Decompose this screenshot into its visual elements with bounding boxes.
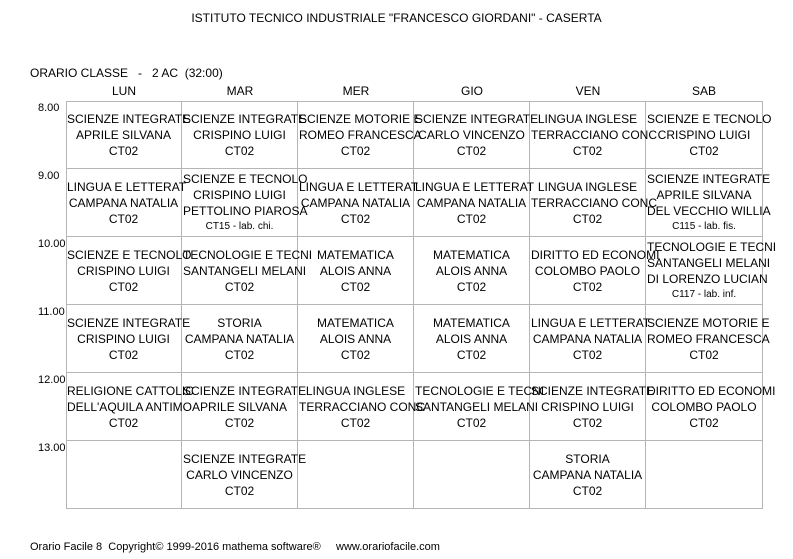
timetable-cell bbox=[646, 305, 770, 373]
cell-subject: LINGUA E LETTERAT bbox=[67, 179, 187, 194]
cell-co-teacher: DI LORENZO LUCIAN bbox=[647, 271, 768, 286]
cell-room: CT02 bbox=[572, 415, 603, 430]
cell-teacher: APRILE SILVANA bbox=[656, 187, 752, 202]
timetable-cell bbox=[182, 237, 313, 305]
school-title: ISTITUTO TECNICO INDUSTRIALE "FRANCESCO GIORDANI" - CASERTA bbox=[191, 11, 602, 25]
cell-room: CT02 bbox=[108, 415, 139, 430]
cell-subject: LINGUA INGLESE bbox=[305, 383, 406, 398]
timetable-cell bbox=[414, 305, 530, 373]
timetable-cell bbox=[66, 373, 194, 441]
cell-room: CT15 - lab. chi. bbox=[205, 220, 274, 232]
cell-subject: MATEMATICA bbox=[433, 247, 510, 262]
cell-teacher: CAMPANA NATALIA bbox=[532, 331, 643, 346]
cell-teacher: CAMPANA NATALIA bbox=[532, 467, 643, 482]
cell-subject: TECNOLOGIE E TECNI bbox=[183, 247, 313, 262]
timetable-cell bbox=[298, 373, 426, 441]
timetable-cell bbox=[182, 441, 307, 509]
timetable-cell bbox=[298, 169, 419, 237]
cell-subject: SCIENZE INTEGRATE bbox=[415, 111, 539, 126]
cell-teacher: CRISPINO LUIGI bbox=[193, 187, 286, 202]
timetable-cell bbox=[646, 237, 777, 305]
cell-teacher: CAMPANA NATALIA bbox=[300, 195, 411, 210]
cell-room: CT02 bbox=[456, 347, 487, 362]
cell-subject: RELIGIONE CATTOLIC bbox=[67, 383, 194, 398]
cell-teacher: TERRACCIANO CONC bbox=[531, 195, 658, 210]
cell-co-teacher: PETTOLINO PIAROSA bbox=[183, 203, 308, 218]
cell-subject: SCIENZE INTEGRATE bbox=[183, 111, 307, 126]
timetable-cell bbox=[646, 169, 771, 237]
cell-room: CT02 bbox=[340, 279, 371, 294]
timetable-cell bbox=[414, 169, 535, 237]
timetable-cell bbox=[414, 441, 530, 509]
cell-teacher: SANTANGELI MELANI bbox=[415, 399, 539, 414]
cell-room: CT02 bbox=[456, 415, 487, 430]
timetable-cell bbox=[66, 305, 191, 373]
day-header-sat: SAB bbox=[691, 84, 716, 98]
timetable-cell bbox=[646, 441, 763, 509]
cell-teacher: CARLO VINCENZO bbox=[186, 467, 293, 482]
cell-subject: SCIENZE INTEGRATE bbox=[183, 451, 307, 466]
cell-subject: MATEMATICA bbox=[317, 247, 394, 262]
cell-subject: SCIENZE INTEGRATE bbox=[67, 111, 191, 126]
cell-room: CT02 bbox=[340, 415, 371, 430]
day-header-fri: VEN bbox=[575, 84, 601, 98]
timetable-cell bbox=[530, 169, 658, 237]
timetable-cell bbox=[298, 101, 422, 169]
cell-subject: STORIA bbox=[217, 315, 262, 330]
timetable-cell bbox=[646, 101, 772, 169]
day-header-thu: GIO bbox=[460, 84, 483, 98]
timetable-cell bbox=[530, 305, 651, 373]
cell-subject: DIRITTO ED ECONOMI bbox=[531, 247, 660, 262]
cell-subject: SCIENZE E TECNOLO bbox=[647, 111, 772, 126]
cell-room: CT02 bbox=[108, 347, 139, 362]
cell-teacher: CRISPINO LUIGI bbox=[657, 127, 751, 142]
cell-room: C117 - lab. inf. bbox=[671, 288, 737, 300]
time-label-8: 8.00 bbox=[38, 102, 60, 114]
timetable-cell bbox=[414, 237, 530, 305]
cell-subject: SCIENZE E TECNOLO bbox=[67, 247, 192, 262]
cell-room: CT02 bbox=[689, 143, 719, 158]
cell-subject: DIRITTO ED ECONOMI bbox=[647, 383, 776, 398]
cell-teacher: CRISPINO LUIGI bbox=[77, 331, 170, 346]
cell-room: CT02 bbox=[340, 211, 371, 226]
cell-teacher: APRILE SILVANA bbox=[76, 127, 171, 142]
cell-room: CT02 bbox=[572, 483, 603, 498]
cell-room: C115 - lab. fis. bbox=[672, 220, 736, 232]
time-label-13: 13.00 bbox=[38, 442, 66, 454]
cell-room: CT02 bbox=[108, 279, 139, 294]
cell-room: CT02 bbox=[572, 279, 603, 294]
timetable-cell bbox=[66, 101, 191, 169]
timetable-cell bbox=[66, 441, 182, 509]
timetable-cell bbox=[646, 373, 776, 441]
class-timetable-label: ORARIO CLASSE - 2 AC (32:00) bbox=[30, 66, 223, 80]
cell-subject: LINGUA INGLESE bbox=[537, 111, 638, 126]
cell-teacher: CARLO VINCENZO bbox=[418, 127, 525, 142]
cell-teacher: ALOIS ANNA bbox=[435, 331, 508, 346]
cell-room: CT02 bbox=[572, 347, 603, 362]
cell-room: CT02 bbox=[108, 211, 139, 226]
time-label-12: 12.00 bbox=[38, 374, 66, 386]
cell-subject: SCIENZE MOTORIE E bbox=[647, 315, 770, 330]
cell-room: CT02 bbox=[340, 347, 371, 362]
cell-teacher: TERRACCIANO CONC bbox=[299, 399, 426, 414]
day-header-wed: MER bbox=[342, 84, 370, 98]
cell-teacher: SANTANGELI MELANI bbox=[183, 263, 307, 278]
timetable-cell bbox=[182, 101, 307, 169]
cell-subject: TECNOLOGIE E TECNI bbox=[415, 383, 545, 398]
cell-subject: SCIENZE INTEGRATE bbox=[67, 315, 191, 330]
cell-room: CT02 bbox=[572, 211, 603, 226]
timetable-cell bbox=[414, 373, 545, 441]
cell-subject: MATEMATICA bbox=[317, 315, 394, 330]
cell-teacher: ALOIS ANNA bbox=[435, 263, 508, 278]
cell-subject: MATEMATICA bbox=[433, 315, 510, 330]
cell-room: CT02 bbox=[456, 143, 487, 158]
cell-room: CT02 bbox=[689, 347, 719, 362]
time-label-9: 9.00 bbox=[38, 170, 60, 182]
cell-room: CT02 bbox=[689, 415, 719, 430]
cell-teacher: COLOMBO PAOLO bbox=[651, 399, 757, 414]
cell-subject: TECNOLOGIE E TECNI bbox=[647, 239, 777, 254]
timetable-cell bbox=[414, 101, 539, 169]
cell-subject: LINGUA E LETTERAT bbox=[415, 179, 535, 194]
cell-subject: SCIENZE INTEGRATE bbox=[531, 383, 655, 398]
cell-subject: SCIENZE INTEGRATE bbox=[647, 171, 771, 186]
cell-subject: STORIA bbox=[565, 451, 610, 466]
cell-room: CT02 bbox=[108, 143, 139, 158]
cell-room: CT02 bbox=[340, 143, 371, 158]
cell-teacher: CRISPINO LUIGI bbox=[541, 399, 634, 414]
footer-copyright: Orario Facile 8 Copyright© 1999-2016 mathema software® www.orariofacile.com bbox=[30, 541, 440, 553]
cell-teacher: CRISPINO LUIGI bbox=[193, 127, 286, 142]
cell-teacher: CAMPANA NATALIA bbox=[184, 331, 295, 346]
timetable-cell bbox=[182, 305, 298, 373]
cell-teacher: CAMPANA NATALIA bbox=[68, 195, 179, 210]
cell-teacher: ROMEO FRANCESCA bbox=[299, 127, 422, 142]
time-label-11: 11.00 bbox=[38, 306, 65, 318]
cell-subject: LINGUA INGLESE bbox=[537, 179, 638, 194]
timetable-cell bbox=[298, 305, 414, 373]
cell-subject: SCIENZE MOTORIE E bbox=[299, 111, 422, 126]
cell-teacher: SANTANGELI MELANI bbox=[647, 255, 771, 270]
cell-teacher: APRILE SILVANA bbox=[192, 399, 287, 414]
cell-room: CT02 bbox=[224, 279, 255, 294]
timetable-cell bbox=[298, 441, 414, 509]
timetable-cell bbox=[530, 441, 646, 509]
cell-co-teacher: DEL VECCHIO WILLIA bbox=[647, 203, 771, 218]
day-header-tue: MAR bbox=[226, 84, 254, 98]
timetable-cell bbox=[530, 237, 660, 305]
cell-teacher: DELL'AQUILA ANTIMO bbox=[67, 399, 192, 414]
time-label-10: 10.00 bbox=[38, 238, 66, 250]
cell-teacher: TERRACCIANO CONC bbox=[531, 127, 658, 142]
timetable-grid bbox=[66, 101, 777, 509]
cell-teacher: ROMEO FRANCESCA bbox=[647, 331, 770, 346]
timetable-cell bbox=[66, 237, 192, 305]
cell-teacher: CAMPANA NATALIA bbox=[416, 195, 527, 210]
cell-room: CT02 bbox=[572, 143, 603, 158]
cell-room: CT02 bbox=[224, 347, 255, 362]
timetable-cell bbox=[530, 373, 655, 441]
cell-teacher: ALOIS ANNA bbox=[319, 263, 392, 278]
timetable-cell bbox=[530, 101, 658, 169]
day-header-mon: LUN bbox=[111, 84, 136, 98]
cell-subject: SCIENZE E TECNOLO bbox=[183, 171, 308, 186]
cell-room: CT02 bbox=[456, 211, 487, 226]
timetable-cell bbox=[298, 237, 414, 305]
timetable-cell bbox=[182, 373, 307, 441]
cell-teacher: CRISPINO LUIGI bbox=[77, 263, 170, 278]
timetable-cell bbox=[182, 169, 308, 237]
cell-teacher: ALOIS ANNA bbox=[319, 331, 392, 346]
cell-subject: LINGUA E LETTERAT bbox=[299, 179, 419, 194]
cell-subject: SCIENZE INTEGRATE bbox=[183, 383, 307, 398]
cell-room: CT02 bbox=[224, 143, 255, 158]
cell-room: CT02 bbox=[224, 415, 255, 430]
cell-room: CT02 bbox=[224, 483, 255, 498]
cell-subject: LINGUA E LETTERAT bbox=[531, 315, 651, 330]
cell-teacher: COLOMBO PAOLO bbox=[534, 263, 641, 278]
timetable-cell bbox=[66, 169, 187, 237]
cell-room: CT02 bbox=[456, 279, 487, 294]
